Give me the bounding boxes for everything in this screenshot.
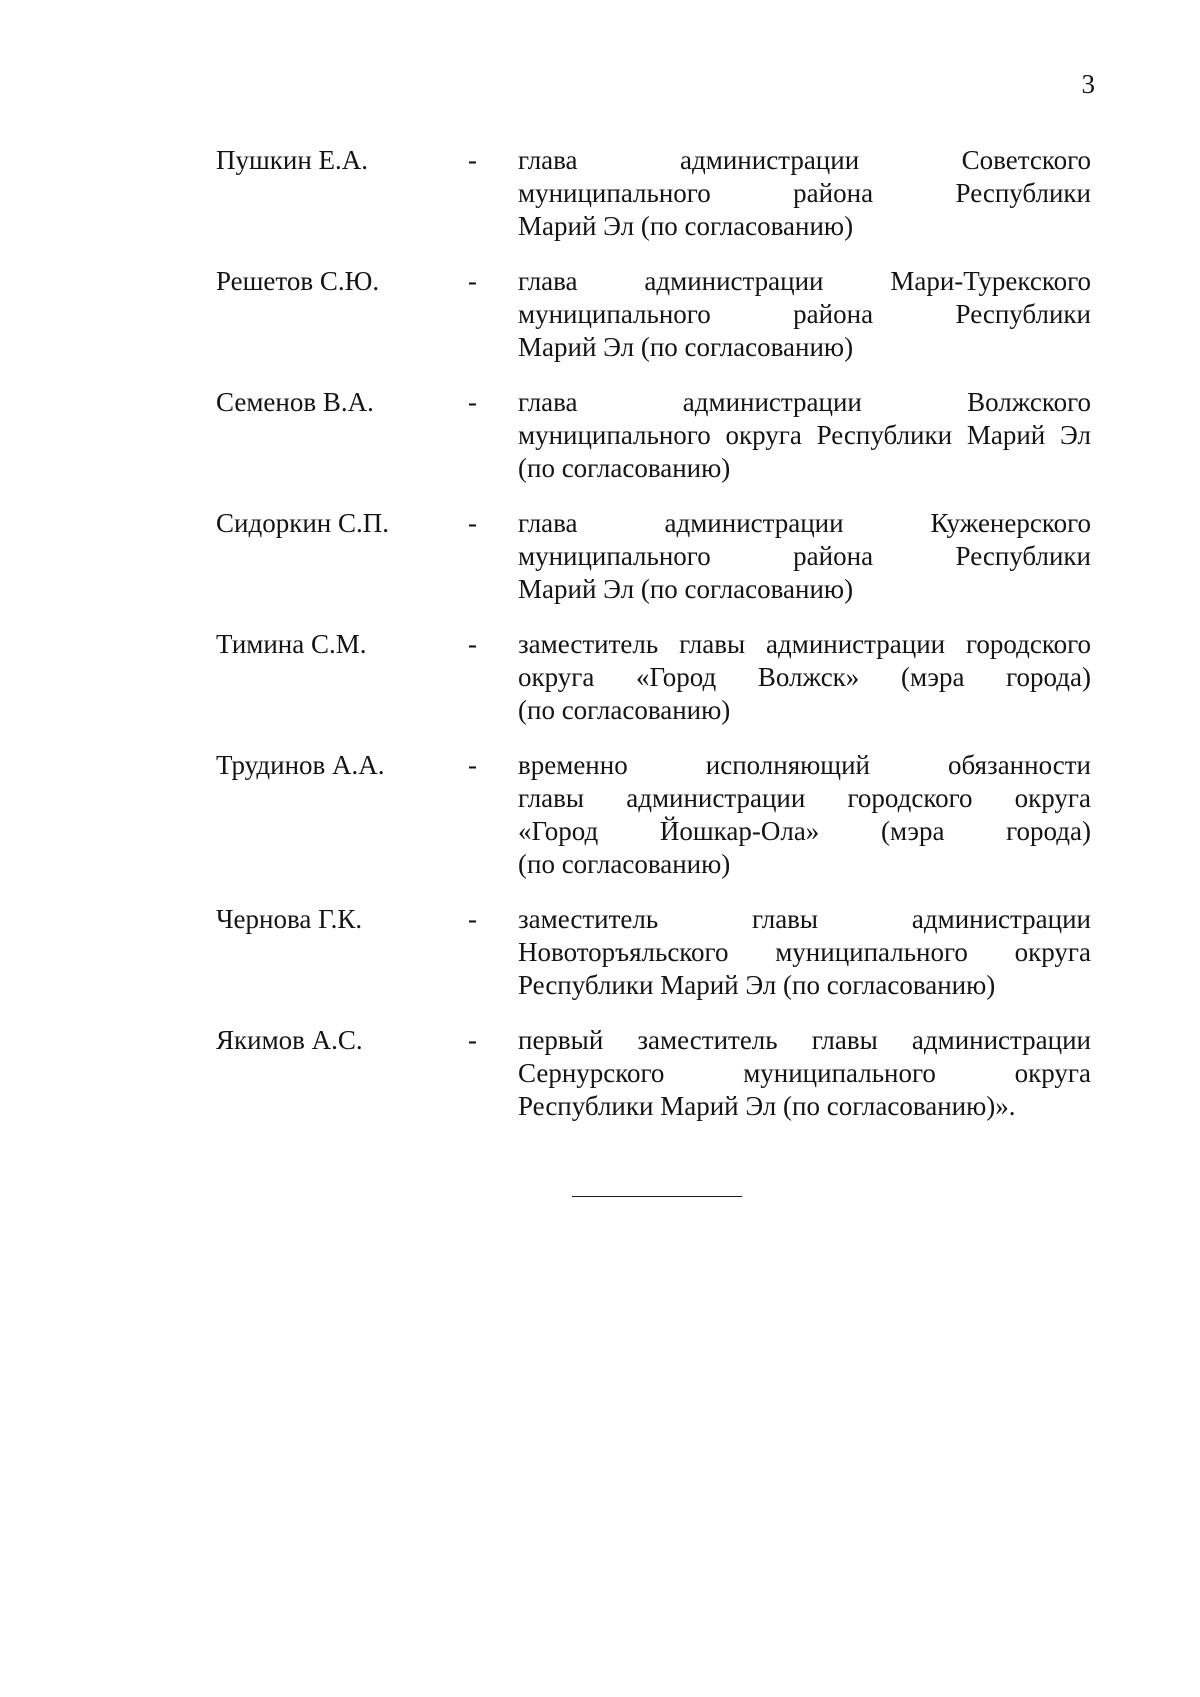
member-role <box>518 265 1091 364</box>
member-row <box>216 144 1096 243</box>
member-name: Решетов С.Ю. <box>216 266 380 296</box>
member-dash: - <box>468 750 477 780</box>
member-row <box>216 1024 1096 1123</box>
member-name: Трудинов А.А. <box>216 750 385 780</box>
page-number: 3 <box>1081 69 1095 99</box>
member-role-line: Марий Эл (по согласованию) <box>518 332 854 362</box>
member-dash: - <box>468 145 477 175</box>
member-name: Сидоркин С.П. <box>216 508 389 538</box>
end-divider <box>572 1196 742 1197</box>
member-role-line: глава администрации Мари-Турекского <box>518 266 1091 296</box>
member-role <box>518 628 1091 727</box>
member-dash: - <box>468 629 477 659</box>
member-role <box>518 386 1091 485</box>
member-role <box>518 903 1091 1002</box>
member-row <box>216 265 1096 364</box>
member-role-line: глава администрации Куженерского <box>518 508 1091 538</box>
member-row <box>216 903 1096 1002</box>
member-role-line: главы администрации городского округа <box>518 783 1091 813</box>
member-row <box>216 386 1096 485</box>
member-name: Семенов В.А. <box>216 387 374 417</box>
member-role-line: временно исполняющий обязанности <box>518 750 1091 780</box>
member-role-line: (по согласованию) <box>518 695 731 725</box>
member-role-line: муниципального района Республики <box>518 178 1091 208</box>
member-role-line: глава администрации Советского <box>518 145 1091 175</box>
member-dash: - <box>468 266 477 296</box>
member-role-line: муниципального района Республики <box>518 541 1091 571</box>
members-list <box>216 144 1096 1145</box>
member-role-line: округа «Город Волжск» (мэра города) <box>518 662 1091 692</box>
member-dash: - <box>468 904 477 934</box>
member-dash: - <box>468 1025 477 1055</box>
member-name: Пушкин Е.А. <box>216 145 369 175</box>
member-name: Чернова Г.К. <box>216 904 363 934</box>
member-role-line: Марий Эл (по согласованию) <box>518 211 854 241</box>
member-role <box>518 1024 1091 1123</box>
member-role-line: заместитель главы администрации городского <box>518 629 1091 659</box>
member-role-line: глава администрации Волжского <box>518 387 1091 417</box>
member-name: Тимина С.М. <box>216 629 367 659</box>
member-role-line: Новоторъяльского муниципального округа <box>518 937 1091 967</box>
member-role-line: (по согласованию) <box>518 849 731 879</box>
member-dash: - <box>468 387 477 417</box>
member-row <box>216 507 1096 606</box>
member-role-line: Республики Марий Эл (по согласованию) <box>518 970 996 1000</box>
member-role-line: Марий Эл (по согласованию) <box>518 574 854 604</box>
member-dash: - <box>468 508 477 538</box>
member-role-line: муниципального округа Республики Марий Эл <box>518 420 1091 450</box>
member-name: Якимов А.С. <box>216 1025 363 1055</box>
member-role-line: «Город Йошкар-Ола» (мэра города) <box>518 816 1091 846</box>
member-role-line: (по согласованию) <box>518 453 731 483</box>
member-role-line: муниципального района Республики <box>518 299 1091 329</box>
member-role-line: Республики Марий Эл (по согласованию)». <box>518 1091 1016 1121</box>
member-role-line: заместитель главы администрации <box>518 904 1091 934</box>
member-row <box>216 749 1096 881</box>
member-row <box>216 628 1096 727</box>
member-role <box>518 144 1091 243</box>
member-role <box>518 749 1091 881</box>
member-role <box>518 507 1091 606</box>
member-role-line: Сернурского муниципального округа <box>518 1058 1091 1088</box>
member-role-line: первый заместитель главы администрации <box>518 1025 1091 1055</box>
